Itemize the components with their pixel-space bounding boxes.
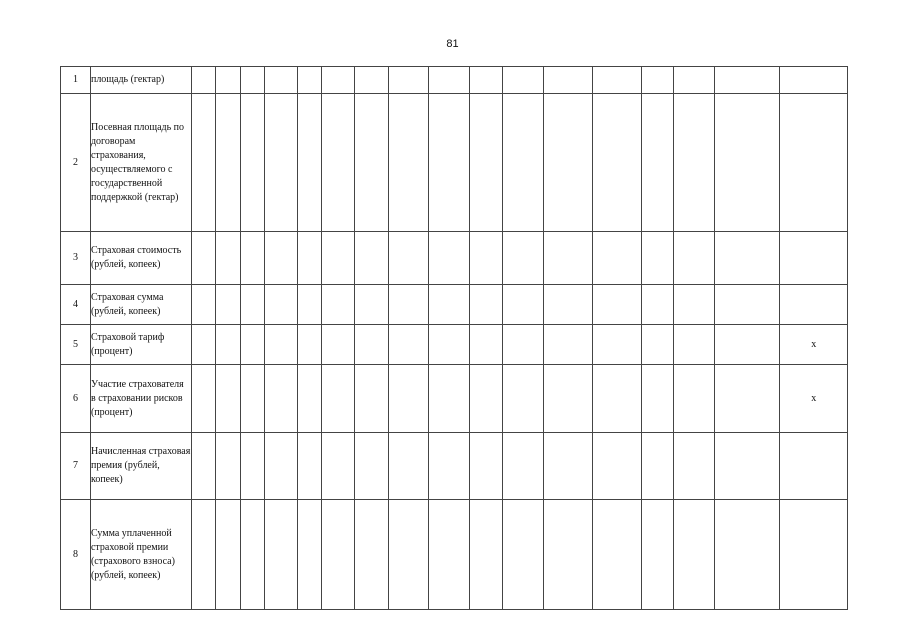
table-cell bbox=[191, 67, 216, 94]
table-cell bbox=[297, 67, 322, 94]
table-cell bbox=[265, 232, 297, 285]
table-cell bbox=[642, 433, 674, 500]
table-cell bbox=[429, 94, 470, 232]
table-row bbox=[61, 433, 848, 500]
row-label: Начисленная страховая премия (рублей, копеек) bbox=[90, 433, 191, 500]
row-number: 1 bbox=[61, 67, 91, 94]
table-cell-last bbox=[780, 67, 848, 94]
row-number: 4 bbox=[61, 285, 91, 325]
table-cell bbox=[503, 232, 544, 285]
table-cell bbox=[642, 232, 674, 285]
table-cell bbox=[674, 285, 715, 325]
table-cell bbox=[429, 285, 470, 325]
table-cell bbox=[297, 232, 322, 285]
table-cell bbox=[429, 500, 470, 610]
table-cell bbox=[355, 325, 388, 365]
row-label: Страховой тариф (процент) bbox=[90, 325, 191, 365]
table-cell bbox=[322, 500, 355, 610]
table-cell bbox=[216, 232, 241, 285]
table-row bbox=[61, 94, 848, 232]
table-cell bbox=[429, 325, 470, 365]
table-cell-last bbox=[780, 232, 848, 285]
table-cell bbox=[216, 285, 241, 325]
table-cell bbox=[322, 325, 355, 365]
table-cell bbox=[642, 67, 674, 94]
row-number: 3 bbox=[61, 232, 91, 285]
page-number: 81 bbox=[446, 38, 459, 50]
row-label: площадь (гектар) bbox=[90, 67, 191, 94]
table-cell bbox=[674, 232, 715, 285]
table-cell bbox=[191, 285, 216, 325]
table-cell bbox=[322, 285, 355, 325]
table-cell bbox=[593, 94, 642, 232]
table-cell bbox=[240, 285, 265, 325]
table-cell bbox=[503, 94, 544, 232]
table-cell bbox=[674, 325, 715, 365]
table-cell bbox=[593, 500, 642, 610]
row-number: 5 bbox=[61, 325, 91, 365]
row-number: 6 bbox=[61, 365, 91, 433]
table-cell bbox=[265, 365, 297, 433]
table-cell bbox=[265, 285, 297, 325]
table-cell bbox=[674, 365, 715, 433]
table-cell bbox=[469, 433, 502, 500]
table-cell bbox=[355, 433, 388, 500]
table-cell bbox=[191, 433, 216, 500]
table-cell bbox=[543, 433, 592, 500]
table-cell bbox=[355, 94, 388, 232]
table-cell bbox=[297, 94, 322, 232]
row-number: 8 bbox=[61, 500, 91, 610]
row-label: Страховая сумма (рублей, копеек) bbox=[90, 285, 191, 325]
data-table bbox=[60, 66, 848, 610]
table-cell bbox=[297, 500, 322, 610]
table-cell bbox=[715, 232, 780, 285]
table-row bbox=[61, 67, 848, 94]
table-row bbox=[61, 232, 848, 285]
table-cell bbox=[642, 94, 674, 232]
table-cell bbox=[240, 365, 265, 433]
table-cell bbox=[429, 232, 470, 285]
table-cell bbox=[715, 433, 780, 500]
table-cell bbox=[469, 365, 502, 433]
table-cell bbox=[216, 500, 241, 610]
table-cell bbox=[674, 500, 715, 610]
table-cell bbox=[388, 232, 429, 285]
table-cell bbox=[429, 433, 470, 500]
table-cell bbox=[191, 325, 216, 365]
table-cell bbox=[543, 325, 592, 365]
table-cell bbox=[674, 94, 715, 232]
table-cell bbox=[429, 365, 470, 433]
table-cell bbox=[642, 500, 674, 610]
table-cell bbox=[265, 94, 297, 232]
table-cell bbox=[469, 285, 502, 325]
table-row bbox=[61, 325, 848, 365]
table-cell bbox=[543, 285, 592, 325]
table-cell bbox=[543, 67, 592, 94]
table-cell bbox=[265, 67, 297, 94]
table-cell bbox=[593, 433, 642, 500]
table-cell bbox=[715, 500, 780, 610]
table-cell bbox=[543, 365, 592, 433]
table-cell bbox=[265, 325, 297, 365]
table-cell bbox=[322, 94, 355, 232]
table-cell bbox=[297, 433, 322, 500]
table-cell bbox=[240, 67, 265, 94]
table-cell bbox=[388, 285, 429, 325]
table-cell bbox=[715, 365, 780, 433]
table-cell bbox=[240, 433, 265, 500]
table-cell bbox=[388, 325, 429, 365]
table-cell bbox=[715, 285, 780, 325]
table-cell bbox=[469, 67, 502, 94]
row-label: Посевная площадь по договорам страхования, осуществляемого с государственной поддержкой (гектар) bbox=[90, 94, 191, 232]
table-cell bbox=[191, 365, 216, 433]
table-cell bbox=[593, 365, 642, 433]
table-cell bbox=[715, 325, 780, 365]
table-cell-last bbox=[780, 94, 848, 232]
table-cell bbox=[388, 94, 429, 232]
table-cell bbox=[469, 325, 502, 365]
table-cell-last: x bbox=[780, 365, 848, 433]
table-cell bbox=[191, 500, 216, 610]
row-label: Сумма уплаченной страховой премии (страхового взноса) (рублей, копеек) bbox=[90, 500, 191, 610]
table-cell bbox=[355, 365, 388, 433]
table-cell bbox=[469, 232, 502, 285]
table-cell bbox=[388, 365, 429, 433]
table-cell bbox=[216, 325, 241, 365]
table-cell-last: x bbox=[780, 325, 848, 365]
table-cell bbox=[503, 285, 544, 325]
row-label: Участие страхователя в страховании рисков (процент) bbox=[90, 365, 191, 433]
table-cell bbox=[543, 94, 592, 232]
table-cell bbox=[191, 94, 216, 232]
table-cell bbox=[503, 67, 544, 94]
table-cell bbox=[265, 500, 297, 610]
table-cell bbox=[216, 433, 241, 500]
table-cell bbox=[715, 94, 780, 232]
table-cell bbox=[191, 232, 216, 285]
table-cell bbox=[388, 67, 429, 94]
table-cell bbox=[322, 67, 355, 94]
table-cell bbox=[322, 232, 355, 285]
table-cell bbox=[355, 285, 388, 325]
table-cell-last bbox=[780, 285, 848, 325]
table-cell bbox=[297, 325, 322, 365]
row-number: 7 bbox=[61, 433, 91, 500]
table-cell bbox=[503, 500, 544, 610]
table-cell bbox=[503, 365, 544, 433]
table-cell bbox=[216, 67, 241, 94]
table-cell bbox=[322, 365, 355, 433]
table-cell bbox=[503, 433, 544, 500]
table-cell bbox=[469, 500, 502, 610]
table-cell bbox=[240, 94, 265, 232]
table-cell bbox=[593, 325, 642, 365]
table-row bbox=[61, 500, 848, 610]
table-cell bbox=[240, 325, 265, 365]
table-cell bbox=[593, 285, 642, 325]
table-cell bbox=[388, 500, 429, 610]
table-cell-last bbox=[780, 433, 848, 500]
table-cell bbox=[216, 94, 241, 232]
table-cell bbox=[355, 232, 388, 285]
table-cell-last bbox=[780, 500, 848, 610]
row-number: 2 bbox=[61, 94, 91, 232]
table-cell bbox=[322, 433, 355, 500]
table-cell bbox=[543, 500, 592, 610]
table-row bbox=[61, 365, 848, 433]
table-cell bbox=[469, 94, 502, 232]
table-cell bbox=[355, 500, 388, 610]
table-cell bbox=[543, 232, 592, 285]
table-cell bbox=[674, 433, 715, 500]
table-cell bbox=[216, 365, 241, 433]
table-cell bbox=[265, 433, 297, 500]
row-label: Страховая стоимость (рублей, копеек) bbox=[90, 232, 191, 285]
table-cell bbox=[429, 67, 470, 94]
table-cell bbox=[503, 325, 544, 365]
table-cell bbox=[642, 285, 674, 325]
table-cell bbox=[715, 67, 780, 94]
table-cell bbox=[388, 433, 429, 500]
table-row bbox=[61, 285, 848, 325]
table-cell bbox=[240, 500, 265, 610]
table-cell bbox=[355, 67, 388, 94]
table-cell bbox=[240, 232, 265, 285]
table-cell bbox=[297, 285, 322, 325]
table-cell bbox=[642, 365, 674, 433]
table-cell bbox=[674, 67, 715, 94]
table-cell bbox=[593, 232, 642, 285]
table-cell bbox=[297, 365, 322, 433]
table-cell bbox=[642, 325, 674, 365]
table-cell bbox=[593, 67, 642, 94]
